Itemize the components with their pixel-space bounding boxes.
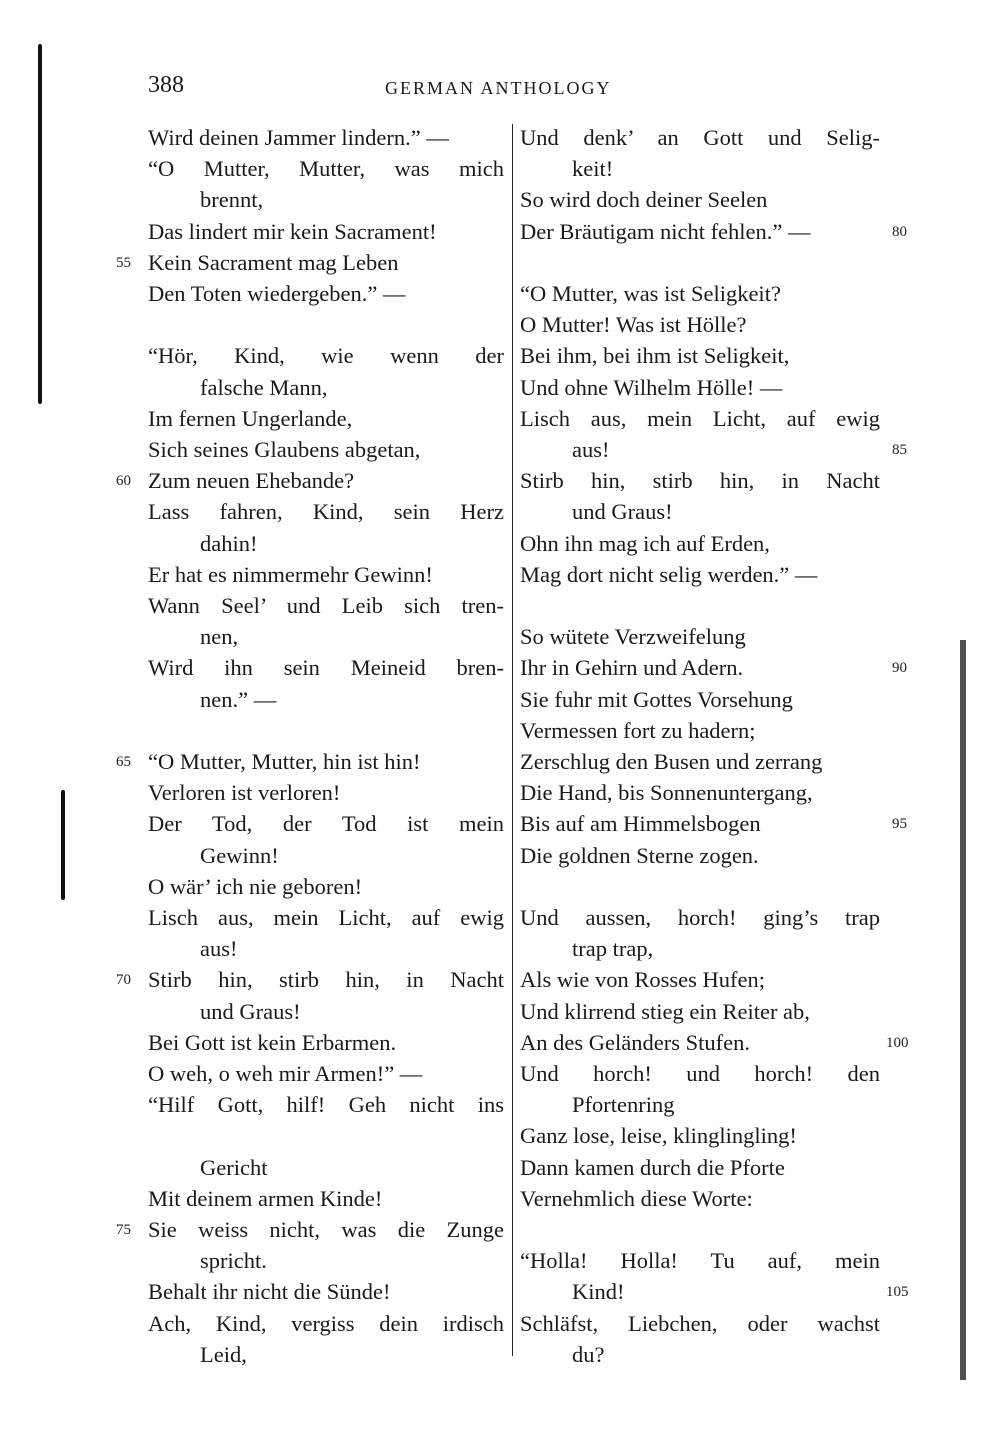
verse-line: O wär’ ich nie geboren! [148,873,363,899]
verse-line: Mit deinem armen Kinde! [148,1185,383,1211]
verse-line: Als wie von Rosses Hufen; [520,967,765,993]
verse-line: Und klirrend stieg ein Reiter ab, [520,998,810,1024]
verse-line: Und horch! und horch! den [520,1061,880,1086]
verse-line: Ganz lose, leise, klinglingling! [520,1123,797,1149]
verse-line: Wird ihn sein Meineid bren- [148,655,504,681]
line-number: 80 [892,223,907,240]
verse-line: Stirb hin, stirb hin, in Nacht [520,468,880,494]
line-number: 70 [116,972,131,989]
verse-line: Behalt ihr nicht die Sünde! [148,1279,391,1305]
verse-line: Er hat es nimmermehr Gewinn! [148,561,433,587]
line-number: 105 [886,1284,909,1301]
verse-line: O weh, o weh mir Armen!” — [148,1061,423,1086]
verse-line: “O Mutter, Mutter, hin ist hin! [148,749,421,774]
verse-line: keit! [572,156,614,182]
verse-line: Kein Sacrament mag Leben [148,249,399,275]
verse-line: Verloren ist verloren! [148,780,341,806]
verse-line: Gericht [200,1154,268,1180]
verse-line: Lisch aus, mein Licht, auf ewig [520,405,880,431]
verse-line: “Holla! Holla! Tu auf, mein [520,1248,880,1274]
verse-line: spricht. [200,1248,267,1274]
verse-line: Dann kamen durch die Pforte [520,1154,785,1180]
verse-line: Sich seines Glaubens abgetan, [148,437,421,462]
verse-line: So wütete Verzweifelung [520,624,746,650]
verse-line: Die Hand, bis Sonnenuntergang, [520,780,813,806]
verse-line: Stirb hin, stirb hin, in Nacht [148,967,504,993]
verse-line: Pfortenring [572,1092,675,1118]
verse-line: Sie weiss nicht, was die Zunge [148,1217,504,1242]
verse-line: Bei Gott ist kein Erbarmen. [148,1029,397,1055]
verse-line: Und ohne Wilhelm Hölle! — [520,374,783,400]
line-number: 100 [886,1034,909,1051]
verse-line: Das lindert mir kein Sacrament! [148,218,437,244]
verse-line: Ohn ihn mag ich auf Erden, [520,530,770,556]
verse-line: Wann Seel’ und Leib sich tren- [148,593,504,618]
line-number: 95 [892,816,907,833]
verse-line: nen, [200,624,239,650]
verse-line: Lisch aus, mein Licht, auf ewig [148,905,504,930]
page-number: 388 [148,72,184,98]
verse-line: Und denk’ an Gott und Selig- [520,125,880,150]
verse-line: Den Toten wiedergeben.” — [148,281,406,306]
verse-line: und Graus! [572,499,673,525]
verse-line: Sie fuhr mit Gottes Vorsehung [520,686,793,712]
verse-line: Im fernen Ungerlande, [148,405,353,431]
verse-line: An des Geländers Stufen. [520,1029,750,1055]
verse-line: Zum neuen Ehebande? [148,468,355,494]
verse-line: “O Mutter, Mutter, was mich [148,156,504,182]
verse-line: Vernehmlich diese Worte: [520,1185,753,1211]
verse-line: aus! [200,936,238,962]
scan-edge-mark [960,640,966,1380]
page-header [0,70,1000,110]
line-number: 85 [892,442,907,458]
verse-line: “Hör, Kind, wie wenn der [148,343,504,369]
verse-line: Die goldnen Sterne zogen. [520,842,759,868]
verse-line: brennt, [200,187,264,213]
verse-line: Zerschlug den Busen und zerrang [520,749,823,774]
verse-line: “O Mutter, was ist Seligkeit? [520,281,781,306]
verse-line: Wird deinen Jammer lindern.” — [148,125,449,150]
verse-line: du? [572,1341,605,1367]
verse-line: Mag dort nicht selig werden.” — [520,561,818,587]
verse-line: Bis auf am Himmelsbogen [520,811,761,837]
running-title: GERMAN ANTHOLOGY [385,78,612,98]
verse-line: Der Bräutigam nicht fehlen.” — [520,218,811,244]
verse-line: Lass fahren, Kind, sein Herz [148,499,504,525]
verse-line: trap trap, [572,936,654,962]
line-number: 55 [116,254,131,271]
verse-line: Vermessen fort zu hadern; [520,717,756,743]
verse-line: Ach, Kind, vergiss dein irdisch [148,1310,504,1336]
verse-line: Ihr in Gehirn und Adern. [520,655,744,681]
verse-line: So wird doch deiner Seelen [520,187,768,213]
line-number: 90 [892,660,907,677]
verse-line: aus! [572,437,610,462]
verse-line: Der Tod, der Tod ist mein [148,811,504,837]
verse-line: Leid, [200,1341,247,1367]
verse-line: und Graus! [200,998,301,1024]
line-number: 75 [116,1222,131,1238]
line-number: 65 [116,754,131,770]
verse-line: Kind! [572,1279,625,1305]
verse-line: “Hilf Gott, hilf! Geh nicht ins [148,1092,504,1118]
column-divider [512,124,513,1356]
verse-line: Und aussen, horch! ging’s trap [520,905,880,930]
verse-line: Schläfst, Liebchen, oder wachst [520,1310,880,1336]
verse-line: Bei ihm, bei ihm ist Seligkeit, [520,343,790,369]
scan-edge-mark [61,790,65,900]
verse-line: nen.” — [200,686,277,712]
verse-line: O Mutter! Was ist Hölle? [520,312,747,338]
line-number: 60 [116,473,131,490]
verse-line: falsche Mann, [200,374,328,400]
verse-line: Gewinn! [200,842,279,868]
verse-line: dahin! [200,530,258,556]
